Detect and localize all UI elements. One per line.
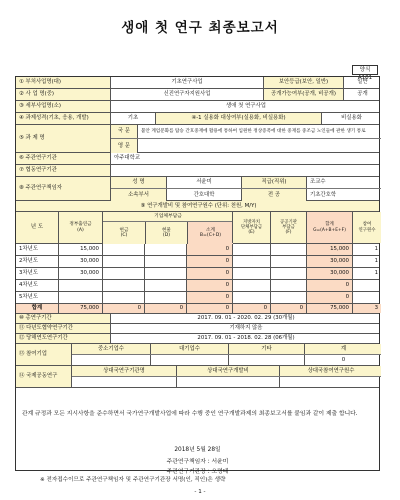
budget-staff-header: 참여 연구원수 bbox=[352, 212, 381, 243]
open-label: 공개가능여부(공개, 비공개) bbox=[263, 89, 343, 100]
eval-value: 비실용화 bbox=[321, 113, 381, 124]
intl-budget-value bbox=[176, 377, 279, 388]
budget-row bbox=[16, 244, 379, 256]
budget-total-cell: 0 bbox=[306, 280, 352, 291]
budget-local-header: 지방자치 단체부담금 (E) bbox=[232, 212, 270, 243]
intl-staff-header: 상대국참여연구원수 bbox=[279, 366, 382, 376]
task-name-label: ⑤ 과 제 명 bbox=[16, 125, 110, 152]
mid-value bbox=[150, 355, 228, 366]
declaration-date: 2018년 5월 28일 bbox=[174, 447, 221, 453]
row-biz-name bbox=[16, 77, 379, 89]
multi-period-label: ⑪ 다년도협약연구기간 bbox=[16, 324, 110, 333]
budget-gov-cell: 15,000 bbox=[58, 244, 102, 255]
row-total-period bbox=[16, 314, 379, 324]
budget-private-header: 기업체부담금 bbox=[154, 213, 182, 219]
budget-cash-cell bbox=[102, 268, 144, 279]
budget-year-cell: 4차년도 bbox=[19, 282, 39, 289]
row-current-period bbox=[16, 334, 379, 344]
budget-subtotal-cell: 0 bbox=[186, 244, 232, 255]
biz-name-value: 기초연구사업 bbox=[110, 77, 263, 88]
budget-header: ⑨ 연구개발비 및 참여연구원수 (단위: 천원, M/Y) bbox=[140, 202, 257, 209]
security-value: 일반 bbox=[343, 77, 381, 88]
budget-staff-cell: 1 bbox=[352, 244, 381, 255]
eval-label: ④-1 실용화 대상여부(실용화, 비실용화) bbox=[155, 113, 321, 124]
footnote: ※ 전자접수이므로 주관연구책임자 및 주관연구기관장 서명(인, 직인)은 생략 bbox=[40, 477, 226, 483]
budget-subtotal-cell: 0 bbox=[186, 256, 232, 267]
form-id-badge: 양식A101 bbox=[352, 65, 378, 75]
row-task-name bbox=[16, 125, 379, 153]
companies-label: ⑬ 참여기업 bbox=[16, 344, 71, 365]
budget-total-cell: 15,000 bbox=[306, 244, 352, 255]
intl-org-header: 상대국연구기관명 bbox=[103, 367, 145, 374]
research-type-label: ④ 과제성격(기초, 응용, 개발) bbox=[16, 113, 110, 124]
row-partner-org bbox=[16, 165, 379, 177]
budget-local-cell bbox=[232, 280, 270, 291]
report-title: 생애 첫 연구 최종보고서 bbox=[121, 20, 279, 36]
budget-inkind-cell bbox=[144, 244, 186, 255]
sme-header: 중소기업수 bbox=[97, 345, 125, 352]
mid-header: 대기업수 bbox=[150, 344, 228, 354]
security-label: 보안등급(보안, 일반) bbox=[263, 77, 343, 88]
total-local: 0 bbox=[232, 304, 270, 313]
budget-local-cell bbox=[232, 256, 270, 267]
row-companies bbox=[16, 344, 379, 366]
total-year: 합계 bbox=[16, 304, 58, 313]
detail-name-label: ③ 세부사업명(소) bbox=[16, 101, 110, 112]
pi-dept-label: 소속부서 bbox=[111, 189, 166, 201]
row-research-type bbox=[16, 113, 379, 125]
budget-subtotal-cell: 0 bbox=[186, 292, 232, 303]
budget-cash-header: 현금 (C) bbox=[103, 222, 145, 244]
detail-name-value: 생애 첫 연구사업 bbox=[110, 101, 381, 112]
pi-major-value: 기초간호학 bbox=[306, 189, 382, 201]
declaration-block bbox=[16, 388, 379, 475]
pi-name-label: 성 명 bbox=[111, 177, 166, 188]
report-form bbox=[15, 76, 380, 475]
total-inkind: 0 bbox=[144, 304, 186, 313]
total-staff: 3 bbox=[352, 304, 381, 313]
budget-total-row bbox=[16, 304, 379, 314]
sme-value bbox=[72, 355, 150, 366]
budget-other-cell bbox=[270, 244, 306, 255]
proj-name-value: 신진연구자지원사업 bbox=[110, 89, 263, 100]
head-signature: 주관연구기관장 : 오명태 bbox=[166, 469, 229, 475]
budget-row bbox=[16, 268, 379, 280]
budget-subtotal-cell: 0 bbox=[186, 268, 232, 279]
proj-name-label: ② 사 업 명(중) bbox=[16, 89, 110, 100]
budget-row bbox=[16, 256, 379, 268]
budget-staff-cell: 1 bbox=[352, 256, 381, 267]
total-period-label: ⑩ 총연구기간 bbox=[16, 314, 110, 323]
budget-inkind-cell bbox=[144, 268, 186, 279]
budget-inkind-cell bbox=[144, 292, 186, 303]
budget-staff-cell: 1 bbox=[352, 268, 381, 279]
total-subtotal: 0 bbox=[186, 304, 232, 313]
multi-period-value: 기재하지 않음 bbox=[110, 324, 381, 333]
row-pi bbox=[16, 177, 379, 201]
budget-other-header: 공공기관 부담금 (F) bbox=[270, 212, 306, 243]
pi-dept-value: 간호대학 bbox=[166, 189, 241, 201]
intl-label: ⑭ 국제공동연구 bbox=[16, 366, 71, 387]
current-period-label: ⑫ 당해연도연구기간 bbox=[16, 334, 110, 343]
budget-cash-cell bbox=[102, 280, 144, 291]
budget-row bbox=[16, 292, 379, 304]
budget-other-cell bbox=[270, 280, 306, 291]
budget-other-cell bbox=[270, 256, 306, 267]
declaration-text: 관계 규정과 모든 지시사항을 준수하면서 국가연구개발사업에 따라 수행 중인 연구개발과제의 최종보고서를 붙임과 같이 제출 합니다. bbox=[22, 411, 358, 417]
budget-row bbox=[16, 280, 379, 292]
budget-total-cell: 30,000 bbox=[306, 268, 352, 279]
intl-org-value bbox=[72, 377, 176, 388]
host-org-label: ⑥ 주관연구기관 bbox=[16, 153, 110, 164]
budget-local-cell bbox=[232, 244, 270, 255]
budget-staff-cell bbox=[352, 292, 381, 303]
pi-pos-label: 직급(직위) bbox=[241, 177, 306, 188]
budget-year-cell: 3차년도 bbox=[19, 270, 39, 277]
task-kor-value: 불안 계엄문화를 탑승 간호중재에 활용에 통하여 입원한 정상증폭에 대한 중재를 중조금 노인들에 관한 생기 통로 bbox=[137, 125, 382, 138]
budget-inkind-cell bbox=[144, 280, 186, 291]
total-other: 0 bbox=[270, 304, 306, 313]
pi-major-label: 전 공 bbox=[241, 189, 306, 201]
page-number: - 1 - bbox=[194, 489, 206, 495]
budget-inkind-header: 현물 (D) bbox=[145, 222, 187, 244]
budget-gov-header: 정부출연금 (A) bbox=[58, 212, 102, 243]
current-period-value: 2017. 09. 01 - 2018. 02. 28 (06개월) bbox=[110, 334, 381, 343]
other-value bbox=[228, 355, 304, 366]
budget-year-cell: 5차년도 bbox=[19, 294, 39, 301]
other-header: 기타 bbox=[228, 344, 304, 354]
budget-subtotal-cell: 0 bbox=[186, 280, 232, 291]
pi-signature: 주관연구책임자 : 서윤미 bbox=[166, 459, 229, 465]
budget-year-cell: 2차년도 bbox=[19, 258, 39, 265]
research-type-value: 기초 bbox=[110, 113, 155, 124]
budget-total-header: 합계 G=(A+B+E+F) bbox=[306, 212, 352, 243]
row-intl bbox=[16, 366, 379, 388]
budget-gov-cell bbox=[58, 292, 102, 303]
total-header: 계 bbox=[304, 344, 382, 354]
total-gov: 75,000 bbox=[58, 304, 102, 313]
budget-gov-cell bbox=[58, 280, 102, 291]
budget-year-cell: 1차년도 bbox=[19, 246, 39, 253]
budget-total-cell: 0 bbox=[306, 292, 352, 303]
task-eng-value bbox=[137, 139, 382, 153]
budget-other-cell bbox=[270, 292, 306, 303]
row-proj-name bbox=[16, 89, 379, 101]
partner-org-value bbox=[110, 165, 381, 176]
budget-subtotal-header: 소계 B=(C+D) bbox=[187, 222, 233, 244]
intl-budget-header: 상대국연구개발비 bbox=[176, 366, 279, 376]
budget-inkind-cell bbox=[144, 256, 186, 267]
budget-local-cell bbox=[232, 292, 270, 303]
task-kor-label: 국 문 bbox=[111, 125, 137, 138]
total-period-value: 2017. 09. 01 - 2020. 02. 29 (30개월) bbox=[110, 314, 381, 323]
pi-label: ⑧ 주관연구책임자 bbox=[16, 177, 110, 200]
row-host-org bbox=[16, 153, 379, 165]
pi-name-value: 서윤미 bbox=[166, 177, 241, 188]
total-total: 75,000 bbox=[306, 304, 352, 313]
budget-table-head bbox=[16, 212, 379, 244]
biz-name-label: ① 부처사업명(대) bbox=[16, 77, 110, 88]
budget-cash-cell bbox=[102, 256, 144, 267]
budget-total-cell: 30,000 bbox=[306, 256, 352, 267]
budget-gov-cell: 30,000 bbox=[58, 268, 102, 279]
task-eng-label: 영 문 bbox=[111, 139, 137, 153]
budget-other-cell bbox=[270, 268, 306, 279]
row-budget-header bbox=[16, 201, 379, 212]
budget-cash-cell bbox=[102, 292, 144, 303]
intl-staff-value bbox=[279, 377, 382, 388]
companies-total-value: 0 bbox=[304, 355, 382, 366]
open-value: 공개 bbox=[343, 89, 381, 100]
budget-year-header: 년 도 bbox=[16, 212, 58, 243]
host-org-value: 아주대학교 bbox=[110, 153, 381, 164]
partner-org-label: ⑦ 협동연구기관 bbox=[16, 165, 110, 176]
total-cash: 0 bbox=[102, 304, 144, 313]
budget-cash-cell bbox=[102, 244, 144, 255]
pi-pos-value: 조교수 bbox=[306, 177, 382, 188]
row-multi-period bbox=[16, 324, 379, 334]
row-detail-name bbox=[16, 101, 379, 113]
budget-local-cell bbox=[232, 268, 270, 279]
budget-staff-cell bbox=[352, 280, 381, 291]
budget-gov-cell: 30,000 bbox=[58, 256, 102, 267]
